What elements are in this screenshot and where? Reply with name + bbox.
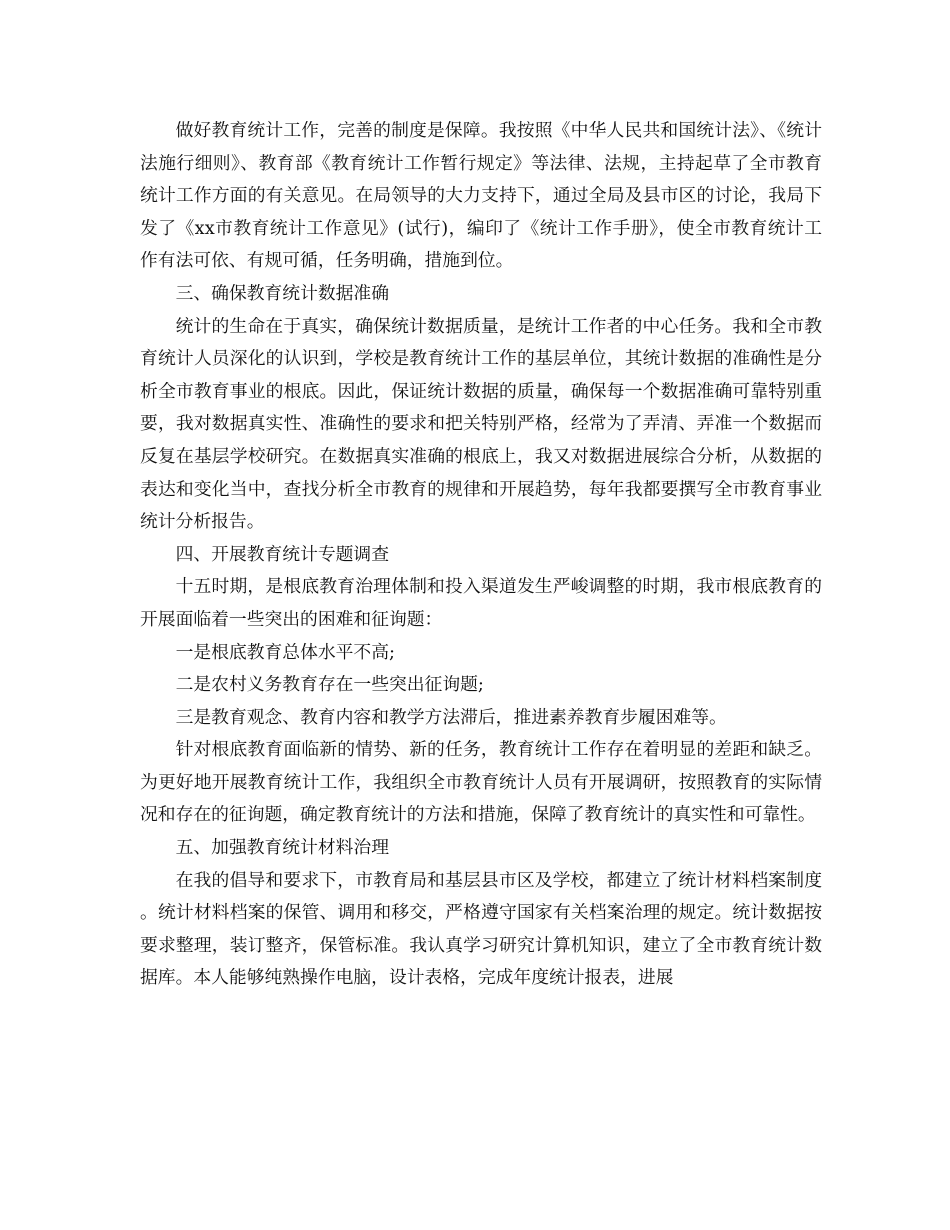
section-heading-5: 五、加强教育统计材料治理	[175, 837, 389, 859]
list-item-1: 一是根底教育总体水平不高;	[175, 641, 395, 663]
list-item-3: 三是教育观念、教育内容和教学方法滞后，推进素养教育步履困难等。	[175, 706, 727, 728]
section-heading-3: 三、确保教育统计数据准确	[175, 282, 389, 304]
section-heading-4: 四、开展教育统计专题调查	[175, 543, 389, 565]
paragraph-institution: 做好教育统计工作，完善的制度是保障。我按照《中华人民共和国统计法》、《统计法施行细则》、教育部《教育统计工作暂行规定》等法律、法规，主持起草了全市教育统计工作方面的有关意见。在局领导的大力支持下，通过全局及县市区的讨论，我局下发了《xx市教育统计工作意见》(试行)，编印了《统计工作手册》，使全市教育统计工作有法可依、有规可循，任务明确，措施到位。	[140, 120, 822, 272]
paragraph-fifteen-period: 十五时期，是根底教育治理体制和投入渠道发生严峻调整的时期，我市根底教育的开展面临着一些突出的困难和征询题：	[140, 576, 822, 630]
list-item-2: 二是农村义务教育存在一些突出征询题;	[175, 674, 484, 696]
paragraph-archives: 在我的倡导和要求下，市教育局和基层县市区及学校，都建立了统计材料档案制度。统计材料档案的保管、调用和移交，严格遵守国家有关档案治理的规定。统计数据按要求整理，装订整齐，保管标准。我认真学习研究计算机知识，建立了全市教育统计数据库。本人能够纯熟操作电脑，设计表格，完成年度统计报表，进展	[140, 869, 822, 989]
document-body	[140, 115, 822, 995]
paragraph-data-accuracy: 统计的生命在于真实，确保统计数据质量，是统计工作者的中心任务。我和全市教育统计人员深化的认识到，学校是教育统计工作的基层单位，其统计数据的准确性是分析全市教育事业的根底。因此，保证统计数据的质量，确保每一个数据准确可靠特别重要，我对数据真实性、准确性的要求和把关特别严格，经常为了弄清、弄准一个数据而反复在基层学校研究。在数据真实准确的根底上，我又对数据进展综合分析，从数据的表达和变化当中，查找分析全市教育的规律和开展趋势，每年我都要撰写全市教育事业统计分析报告。	[140, 315, 822, 533]
paragraph-research: 针对根底教育面临新的情势、新的任务，教育统计工作存在着明显的差距和缺乏。为更好地开展教育统计工作，我组织全市教育统计人员有开展调研，按照教育的实际情况和存在的征询题，确定教育统计的方法和措施，保障了教育统计的真实性和可靠性。	[140, 739, 822, 826]
